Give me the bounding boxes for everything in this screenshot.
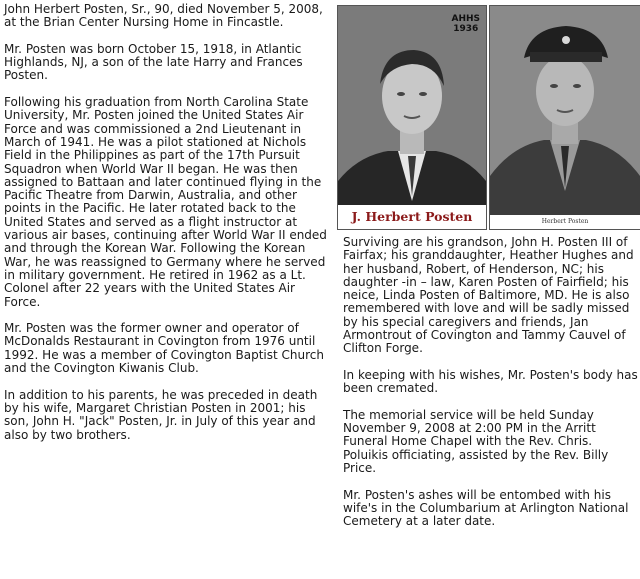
school-badge <box>451 14 480 34</box>
paragraph-business: Mr. Posten was the former owner and operator of McDonalds Restaurant in Covington from 1976 until 1992. He was a member of Covington Baptist Church and the Covington Kiwanis Club. <box>4 321 325 376</box>
paragraph-death-notice: John Herbert Posten, Sr., 90, died November 5, 2008, at the Brian Center Nursing Home in Fincastle. <box>4 2 323 30</box>
school-portrait-image <box>338 6 486 229</box>
paragraph-survivors: Surviving are his grandson, John H. Posten III of Fairfax; his granddaughter, Heather Hughes and her husband, Robert, of Henderson, NC; his daughter -in – law, Karen Posten of Fairfield; his neice, Linda Posten of Baltimore, MD. He is also remembered with love and will be sadly missed by his special caregivers and friends, Jan Armontrout of Covington and Tammy Cauvel of Clifton Forge. <box>343 235 634 356</box>
paragraph-entombment: Mr. Posten's ashes will be entombed with his wife's in the Columbarium at Arlington National Cemetery at a later date. <box>343 487 629 529</box>
paragraph-birth: Mr. Posten was born October 15, 1918, in Atlantic Highlands, NJ, a son of the late Harry and Frances Posten. <box>4 41 303 83</box>
paragraph-memorial-service: The memorial service will be held Sunday November 9, 2008 at 2:00 PM in the Arritt Funeral Home Chapel with the Rev. Chris. Poluikis officiating, assisted by the Rev. Billy Price. <box>343 407 609 476</box>
right-text-column <box>343 236 639 542</box>
photo-caption-1: J. Herbert Posten <box>338 205 486 229</box>
left-text-column <box>4 3 334 455</box>
school-portrait-photo <box>337 5 487 230</box>
paragraph-cremation: In keeping with his wishes, Mr. Posten's body has been cremated. <box>343 367 638 396</box>
school-badge-name: AHHS <box>451 14 480 24</box>
paragraph-military-career: Following his graduation from North Carolina State University, Mr. Posten joined the United States Air Force and was commissioned a 2nd Lieutenant in March of 1941. He was a pilot stationed at Nichols Field in the Philippines as part of the 17th Pursuit Squadron when World War II began. He was then assigned to Battaan and later continued flying in the Pacific Theatre from Darwin, Australia, and other points in the Pacific. He later rotated back to the United States and served as a flight instructor at various air bases, continuing after World War II ended and through the Korean War. Following the Korean War, he was reassigned to Germany where he served in military government. He retired in 1962 as a Lt. Colonel after 22 years with the United States Air Force. <box>4 95 327 309</box>
school-badge-year: 1936 <box>453 24 479 34</box>
military-portrait-image <box>490 6 640 229</box>
photo-caption-2: Herbert Posten <box>490 215 640 229</box>
military-portrait-photo <box>489 5 640 230</box>
paragraph-preceded-in-death: In addition to his parents, he was preceded in death by his wife, Margaret Christian Posten in 2001; his son, John H. "Jack" Posten, Jr. in July of this year and also by two brothers. <box>4 387 318 442</box>
